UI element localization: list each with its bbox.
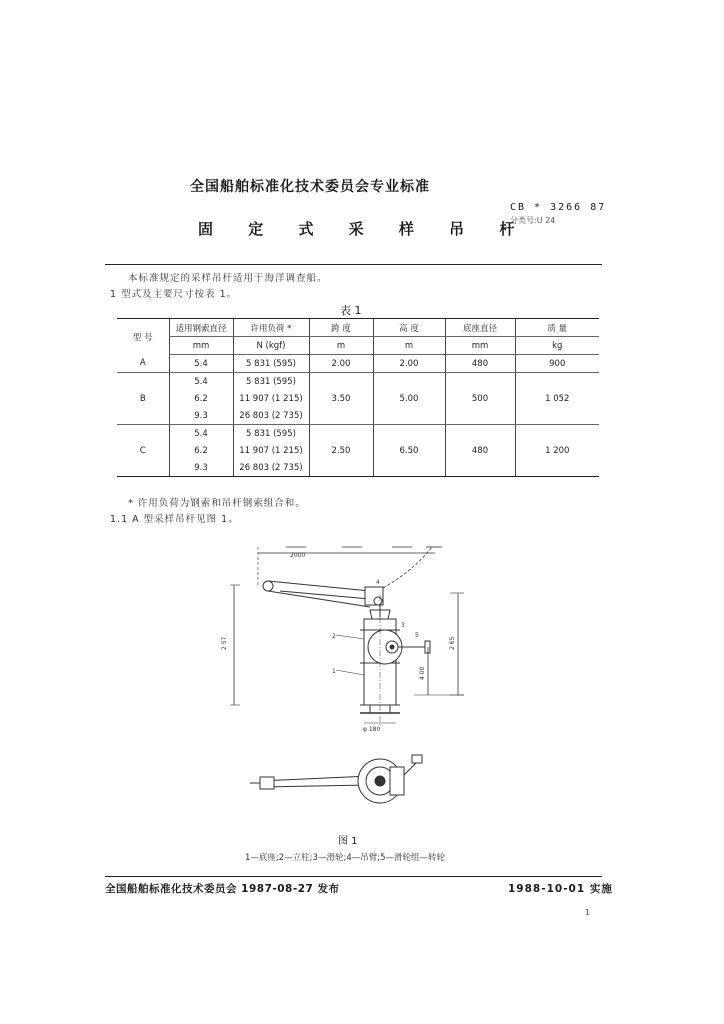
table-row <box>117 373 599 391</box>
org-name: 全国船舶标准化技术委员会专业标准 <box>190 179 430 195</box>
dim-mid-label: 4 00 <box>419 666 426 680</box>
part-label-3: 3 <box>401 622 405 629</box>
unit-bore: mm <box>445 337 515 355</box>
table-footnote: * 许用负荷为钢索和吊杆钢索组合和。 <box>128 498 306 509</box>
classification-number: 分类号:U 24 <box>510 216 556 225</box>
cell-load: 5 831 (595) <box>233 355 309 373</box>
figure-caption: 图 1 <box>338 836 358 847</box>
cell-span: 2.00 <box>309 355 373 373</box>
part-label-5: 5 <box>415 632 419 639</box>
cell-bore: 500 <box>445 373 515 425</box>
cell-load: 26 803 (2 735) <box>233 459 309 477</box>
cell-type: B <box>117 373 169 425</box>
cell-height: 5.00 <box>373 373 445 425</box>
cell-span: 2.50 <box>309 425 373 477</box>
dim-span-label: 2000 <box>290 552 306 559</box>
figure-1-drawing <box>220 535 480 830</box>
table-row <box>117 425 599 443</box>
page-number: 1 <box>585 908 591 917</box>
dim-right-label: 2 65 <box>449 636 456 650</box>
document-title: 固 定 式 采 样 吊 杆 <box>198 220 527 238</box>
unit-span: m <box>309 337 373 355</box>
publish-info: 全国船舶标准化技术委员会 1987-08-27 发布 <box>105 883 340 895</box>
effective-date: 1988-10-01 实施 <box>508 883 613 895</box>
table-caption: 表 1 <box>340 304 362 317</box>
cell-rope: 5.4 <box>169 373 233 391</box>
th-load: 许用负荷 * <box>233 319 309 337</box>
cell-rope: 5.4 <box>169 355 233 373</box>
cell-load: 5 831 (595) <box>233 425 309 443</box>
header-rule <box>105 264 602 265</box>
th-rope: 适用钢索直径 <box>169 319 233 337</box>
spec-table <box>117 318 599 477</box>
th-type: 型 号 <box>117 319 169 355</box>
cell-type: C <box>117 425 169 477</box>
th-weight: 质 量 <box>515 319 599 337</box>
unit-load: N (kgf) <box>233 337 309 355</box>
cell-load: 5 831 (595) <box>233 373 309 391</box>
cell-bore: 480 <box>445 425 515 477</box>
cell-rope: 9.3 <box>169 459 233 477</box>
th-height: 高 度 <box>373 319 445 337</box>
cell-type: A <box>117 355 169 373</box>
cell-rope: 6.2 <box>169 442 233 459</box>
dim-base-label: φ 180 <box>363 726 381 733</box>
section-1-1: 1.1 A 型采样吊杆见图 1。 <box>110 514 239 525</box>
dim-left-label: 2 57 <box>221 636 228 650</box>
unit-rope: mm <box>169 337 233 355</box>
cell-height: 6.50 <box>373 425 445 477</box>
unit-height: m <box>373 337 445 355</box>
part-label-2: 2 <box>332 633 336 640</box>
cell-rope: 9.3 <box>169 407 233 425</box>
intro-paragraph: 本标准规定的采样吊杆适用于海洋调查船。 <box>128 273 328 284</box>
cell-height: 2.00 <box>373 355 445 373</box>
part-label-1: 1 <box>332 668 336 675</box>
part-label-4: 4 <box>376 579 380 586</box>
table-row <box>117 355 599 373</box>
cell-weight: 900 <box>515 355 599 373</box>
cell-weight: 1 052 <box>515 373 599 425</box>
unit-weight: kg <box>515 337 599 355</box>
th-bore: 底座直径 <box>445 319 515 337</box>
cell-weight: 1 200 <box>515 425 599 477</box>
cell-load: 11 907 (1 215) <box>233 442 309 459</box>
cell-rope: 5.4 <box>169 425 233 443</box>
figure-legend: 1—底座;2—立柱;3—滑轮;4—吊臂;5—滑轮组—转轮 <box>245 853 445 863</box>
footer-rule <box>105 876 602 877</box>
th-span: 跨 度 <box>309 319 373 337</box>
cell-load: 26 803 (2 735) <box>233 407 309 425</box>
cell-bore: 480 <box>445 355 515 373</box>
cell-rope: 6.2 <box>169 390 233 407</box>
cell-load: 11 907 (1 215) <box>233 390 309 407</box>
section-1: 1 型式及主要尺寸按表 1。 <box>110 289 238 300</box>
cell-span: 3.50 <box>309 373 373 425</box>
standard-number: CB * 3266 87 <box>510 202 607 213</box>
